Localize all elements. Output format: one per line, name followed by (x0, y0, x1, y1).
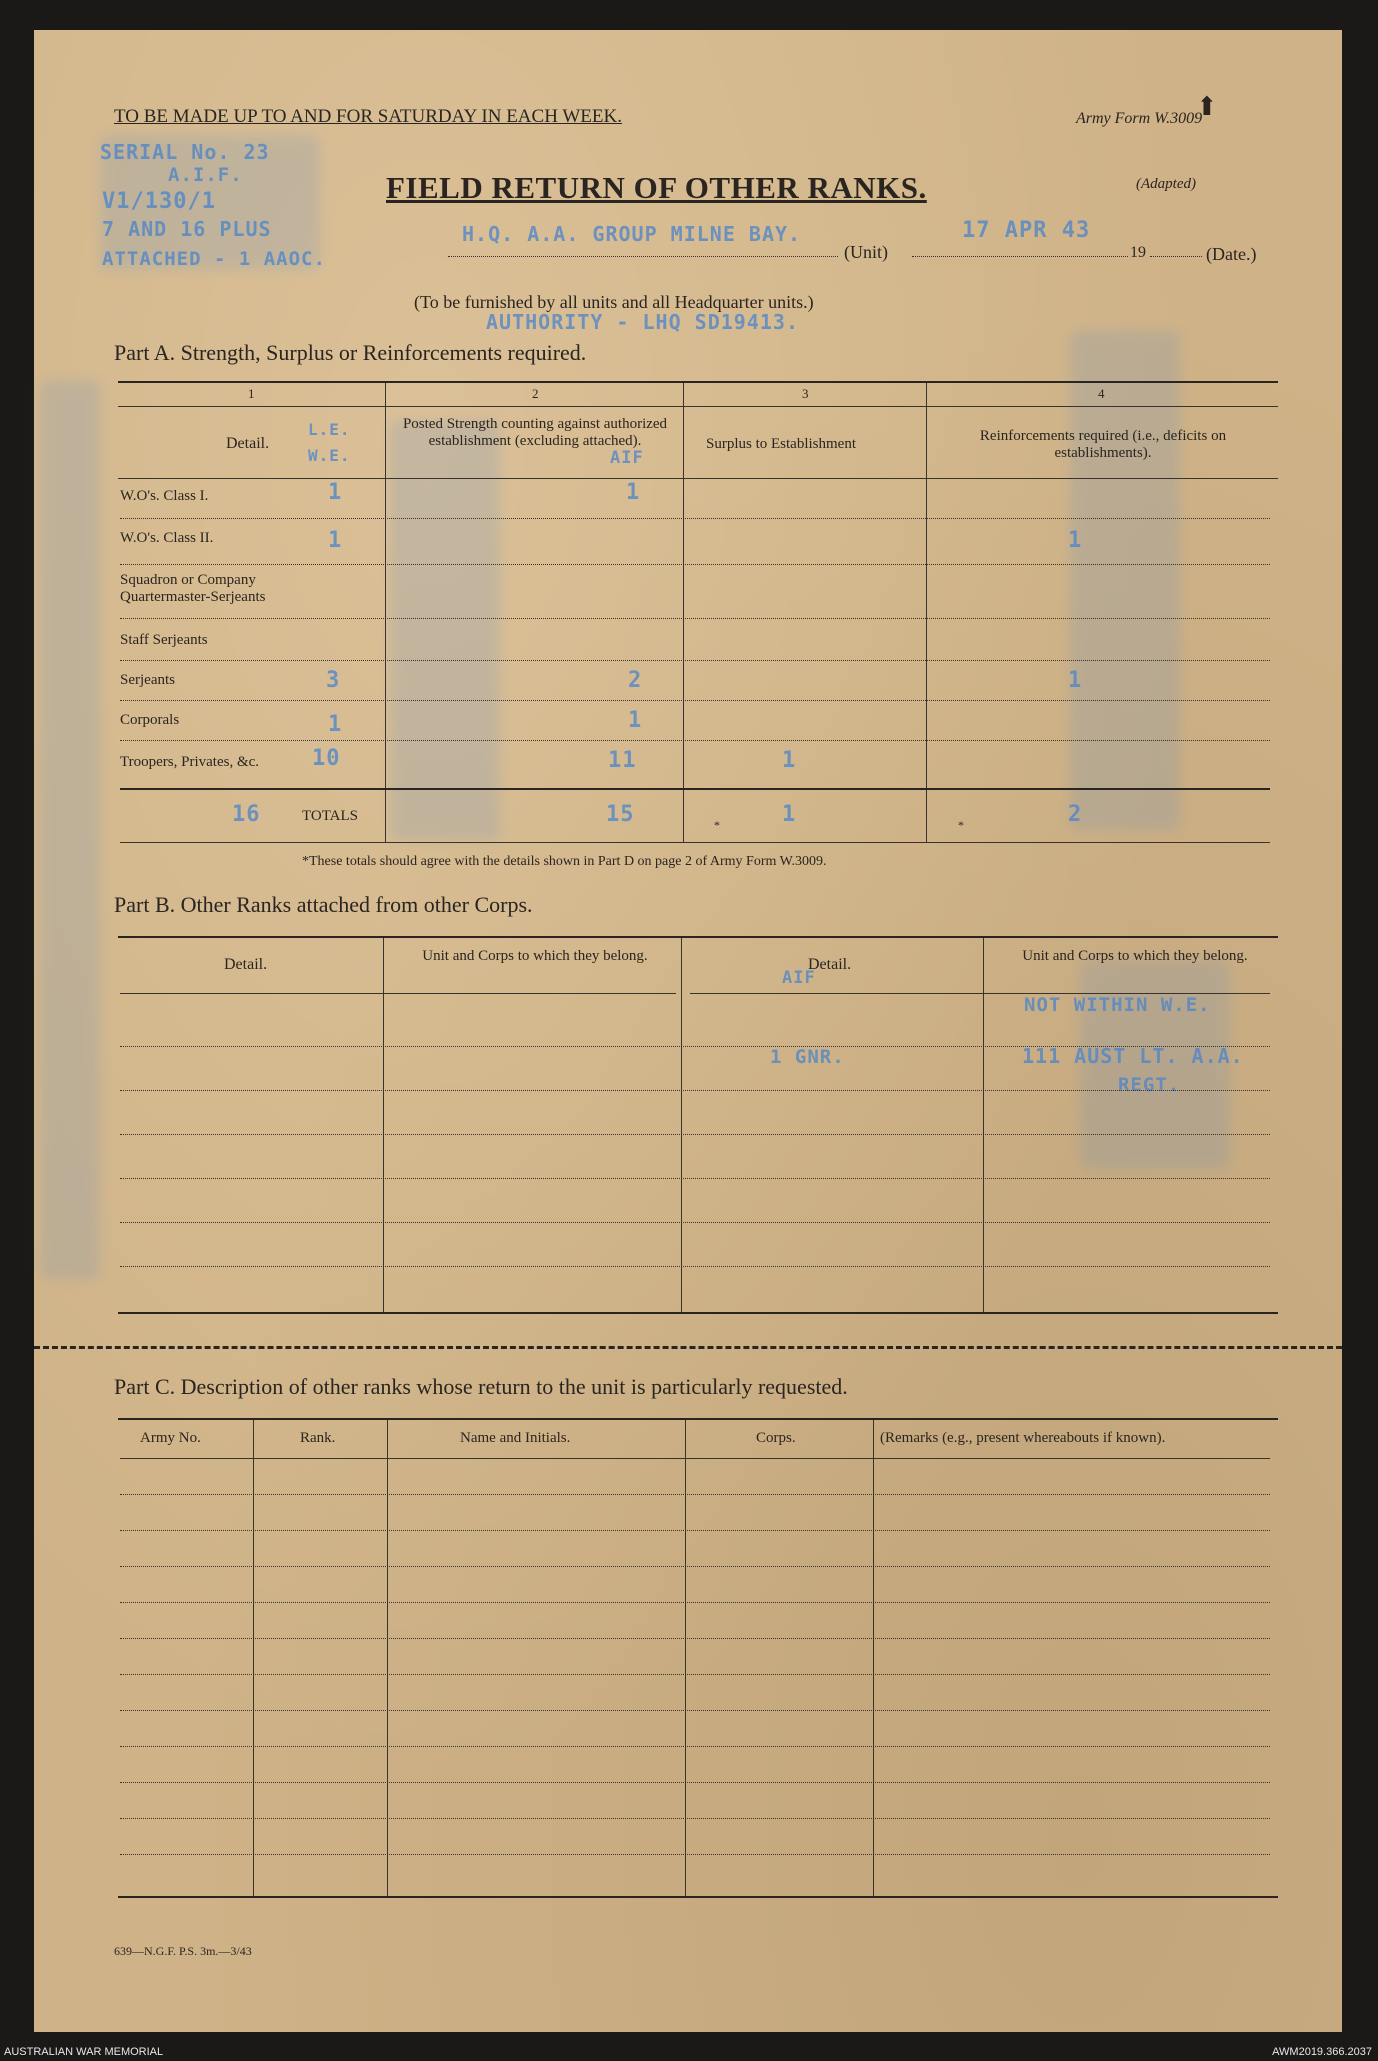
part-c-col-divider (253, 1420, 254, 1896)
part-b-row-rule (120, 1134, 1270, 1135)
part-b-heading: Part B. Other Ranks attached from other Corps. (114, 892, 533, 917)
top-instruction: TO BE MADE UP TO AND FOR SATURDAY IN EACH WEEK. (114, 106, 622, 127)
row-label-cpl: Corporals (120, 712, 180, 728)
row-le-wo1: 1 (328, 480, 343, 505)
stamp-date-value: 17 APR 43 (962, 218, 1091, 243)
part-b-entry-unit-2: REGT. (1118, 1074, 1181, 1096)
archive-footer-left: AUSTRALIAN WAR MEMORIAL (4, 2046, 164, 2058)
year-prefix: 19 (1130, 244, 1146, 261)
row-rule (120, 564, 1270, 565)
row-rule (120, 518, 1270, 519)
part-a-heading: Part A. Strength, Surplus or Reinforcements required. (114, 340, 587, 365)
part-c-header-rule (120, 1458, 1270, 1459)
broad-arrow-mark: ⬆ (1196, 92, 1218, 121)
col-number-4: 4 (1098, 386, 1105, 401)
row-label-wo1: W.O's. Class I. (120, 488, 209, 504)
stamp-ref: V1/130/1 (102, 189, 216, 214)
stamp-unit-value: H.Q. A.A. GROUP MILNE BAY. (462, 222, 802, 246)
row-le-wo2: 1 (328, 528, 343, 553)
stamp-we: W.E. (308, 446, 351, 465)
part-c-top-rule (118, 1418, 1278, 1420)
part-b-col-detail: Detail. (224, 956, 268, 973)
part-b-header-rule (120, 993, 676, 994)
row-rule (120, 618, 1270, 619)
row-posted-wo1: 1 (626, 480, 641, 505)
part-b-col-unit-2: Unit and Corps to which they belong. (1022, 948, 1248, 964)
part-a-footnote: *These totals should agree with the details shown in Part D on page 2 of Army Form W.3009. (302, 854, 827, 869)
row-posted-troopers: 11 (608, 748, 637, 773)
part-a-col-divider (683, 383, 684, 843)
part-c-col-corps: Corps. (756, 1430, 796, 1446)
part-b-row-rule (120, 1266, 1270, 1267)
stamp-authority: AUTHORITY - LHQ SD19413. (486, 310, 799, 334)
col-header-detail: Detail. (226, 435, 270, 452)
part-b-not-within: NOT WITHIN W.E. (1024, 994, 1211, 1016)
carbon-smudge (40, 380, 100, 1280)
part-b-col-divider (983, 938, 984, 1312)
part-c-heading: Part C. Description of other ranks whose return to the unit is particularly requested. (114, 1374, 848, 1399)
part-b-col-detail-2: Detail. (808, 956, 852, 973)
part-c-row-rule (120, 1782, 1270, 1783)
part-b-row-rule (120, 1222, 1270, 1223)
totals-rule (120, 788, 1270, 790)
unit-fill-line (448, 256, 838, 257)
asterisk-mark: * (714, 818, 720, 832)
part-b-col-divider (383, 938, 384, 1312)
stamp-aif: A.I.F. (168, 164, 243, 186)
part-b-top-rule (118, 936, 1278, 938)
part-a-bottom-rule (120, 842, 1270, 843)
row-label-wo2: W.O's. Class II. (120, 530, 214, 546)
perforation-line (34, 1346, 1342, 1349)
part-b-row-rule (120, 1046, 1270, 1047)
part-c-col-divider (685, 1420, 686, 1896)
total-le: 16 (232, 802, 261, 827)
part-b-row-rule (120, 1178, 1270, 1179)
stamp-attached: ATTACHED - 1 AAOC. (102, 248, 326, 270)
date-fill-line (912, 256, 1128, 257)
col-header-surplus: Surplus to Establishment (706, 436, 856, 452)
part-c-row-rule (120, 1530, 1270, 1531)
part-b-entry-detail: 1 GNR. (770, 1046, 845, 1068)
stamp-plus: 7 AND 16 PLUS (102, 217, 272, 241)
carbon-smudge (1070, 330, 1180, 830)
part-c-row-rule (120, 1602, 1270, 1603)
part-a-col-divider (385, 383, 386, 843)
part-a-col-divider (926, 383, 927, 843)
col-number-rule (118, 406, 1278, 407)
row-le-troopers: 10 (312, 746, 341, 771)
row-rule (120, 660, 1270, 661)
part-c-row-rule (120, 1674, 1270, 1675)
army-form-number: Army Form W.3009 (1076, 110, 1203, 127)
totals-label: TOTALS (302, 808, 359, 824)
row-rule (120, 700, 1270, 701)
asterisk-mark: * (958, 818, 964, 832)
part-b-bottom-rule (118, 1312, 1278, 1314)
row-le-sjt: 3 (326, 668, 341, 693)
total-surplus: 1 (782, 802, 797, 827)
col-header-reinforcements: Reinforcements required (i.e., deficits on establishments). (979, 428, 1227, 461)
part-a-top-rule (118, 381, 1278, 383)
part-c-row-rule (120, 1710, 1270, 1711)
part-c-col-divider (387, 1420, 388, 1896)
year-fill-line (1150, 256, 1202, 257)
part-c-row-rule (120, 1638, 1270, 1639)
part-c-row-rule (120, 1494, 1270, 1495)
part-c-row-rule (120, 1818, 1270, 1819)
print-code: 639—N.G.F. P.S. 3m.—3/43 (114, 1944, 252, 1958)
part-c-row-rule (120, 1566, 1270, 1567)
stamp-aif-col2: AIF (610, 448, 644, 468)
total-posted: 15 (606, 802, 635, 827)
row-label-qms: Squadron or Company Quartermaster-Serjeants (120, 572, 266, 605)
row-label-troopers: Troopers, Privates, &c. (120, 754, 260, 770)
row-reinf-sjt: 1 (1068, 668, 1083, 693)
col-number-3: 3 (802, 386, 809, 401)
part-b-entry-unit: 111 AUST LT. A.A. (1022, 1044, 1244, 1068)
col-number-1: 1 (248, 386, 255, 401)
row-label-sjt: Serjeants (120, 672, 175, 688)
part-c-row-rule (120, 1746, 1270, 1747)
carbon-smudge (390, 420, 500, 840)
stamp-le: L.E. (308, 420, 351, 439)
stamp-serial: SERIAL No. 23 (100, 140, 270, 164)
row-le-cpl: 1 (328, 712, 343, 737)
part-c-col-divider (873, 1420, 874, 1896)
form-title: FIELD RETURN OF OTHER RANKS. (386, 170, 927, 205)
row-posted-sjt: 2 (628, 668, 643, 693)
part-c-col-name: Name and Initials. (460, 1430, 571, 1446)
col-header-posted: Posted Strength counting against authorized establishment (excluding attached). (402, 416, 668, 449)
part-c-row-rule (120, 1854, 1270, 1855)
part-b-col-unit: Unit and Corps to which they belong. (422, 948, 648, 964)
total-reinf: 2 (1068, 802, 1083, 827)
archive-footer-right: AWM2019.366.2037 (1272, 2046, 1372, 2058)
part-c-col-army-no: Army No. (140, 1430, 201, 1446)
adapted-label: (Adapted) (1136, 176, 1196, 192)
part-b-row-rule (120, 1090, 1270, 1091)
furnish-note: (To be furnished by all units and all Headquarter units.) (414, 292, 814, 312)
row-rule (120, 740, 1270, 741)
part-c-bottom-rule (118, 1896, 1278, 1898)
row-label-staff-sjt: Staff Serjeants (120, 632, 208, 648)
header-bottom-rule (118, 478, 1278, 479)
part-c-col-rank: Rank. (300, 1430, 336, 1446)
col-number-2: 2 (532, 386, 539, 401)
part-c-col-remarks: (Remarks (e.g., present whereabouts if known). (880, 1430, 1166, 1446)
part-b-stamp-aif: AIF (782, 968, 816, 988)
unit-label: (Unit) (844, 242, 888, 262)
row-reinf-wo2: 1 (1068, 528, 1083, 553)
date-label: (Date.) (1206, 244, 1257, 264)
part-b-col-divider (681, 938, 682, 1312)
row-posted-cpl: 1 (628, 708, 643, 733)
row-surplus-troopers: 1 (782, 748, 797, 773)
